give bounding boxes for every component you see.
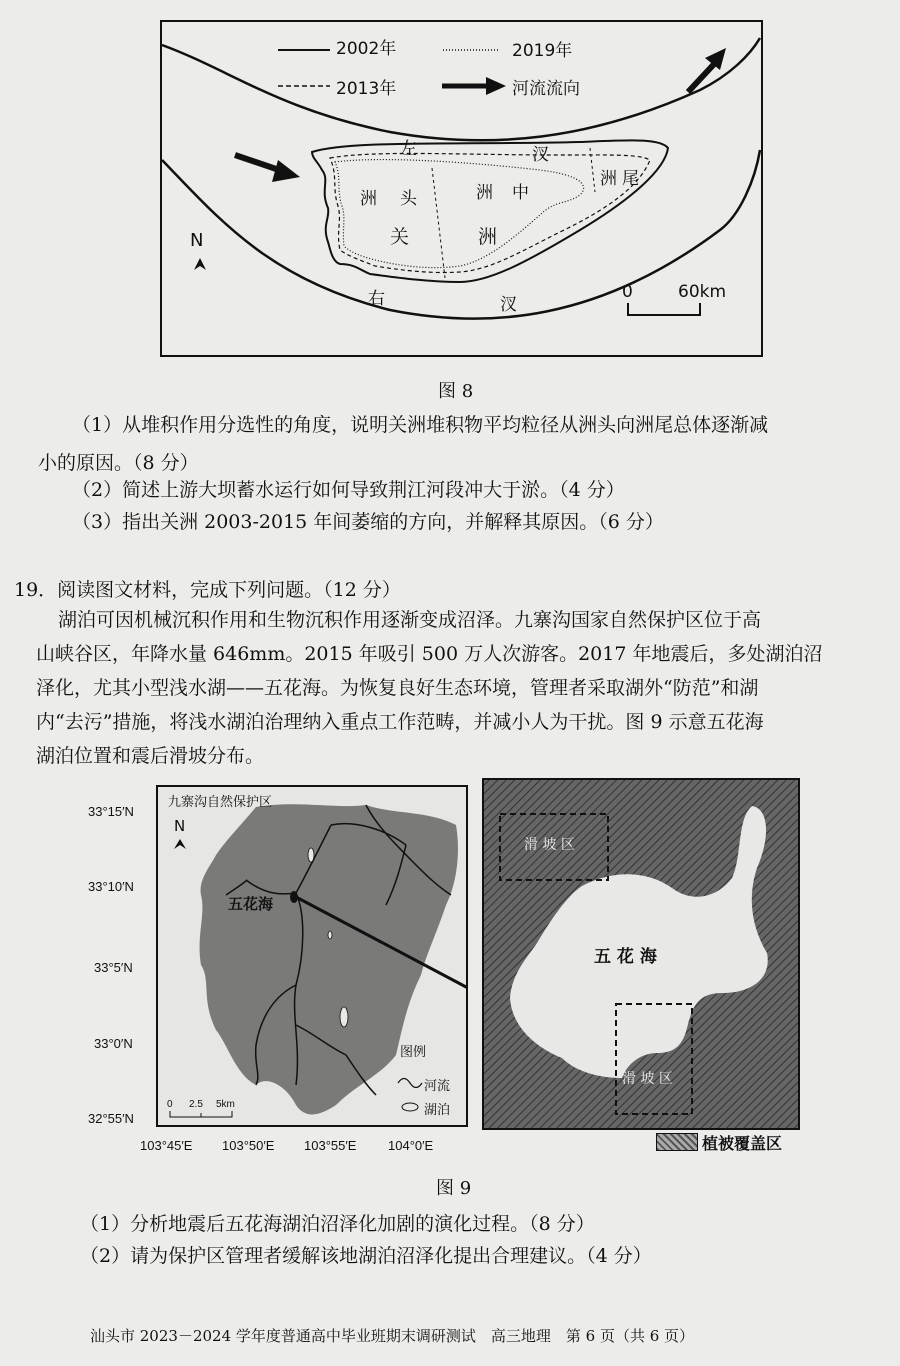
q19-sub2: （2）请为保护区管理者缓解该地湖泊沼泽化提出合理建议。（4 分） <box>80 1245 652 1267</box>
legend-flow-label: 河流流向 <box>512 79 580 99</box>
lake-middle <box>328 931 332 939</box>
legend-river-label: 河流 <box>424 1078 451 1093</box>
scale-label-5km: 5km <box>216 1099 235 1110</box>
q19-sub1: （1）分析地震后五花海湖泊沼泽化加剧的演化过程。（8 分） <box>80 1213 595 1235</box>
mid-char-1: 洲 <box>476 183 493 203</box>
q18-sub1-line1: （1）从堆积作用分选性的角度，说明关洲堆积物平均粒径从洲头向洲尾总体逐渐减 <box>72 414 769 436</box>
figure-8-map <box>160 20 763 357</box>
legend-2002-label: 2002年 <box>336 39 397 59</box>
north-label: N <box>190 230 204 251</box>
figure-8-caption: 图 8 <box>438 381 474 402</box>
scale-zero-label: 0 <box>622 282 633 302</box>
legend-lake-label: 湖泊 <box>424 1102 451 1117</box>
legend-2013-label: 2013年 <box>336 79 397 99</box>
q18-sub2: （2）简述上游大坝蓄水运行如何导致荆江河段冲大于淤。（4 分） <box>72 479 625 501</box>
legend-2019-label: 2019年 <box>512 41 573 61</box>
figure-8-frame <box>161 21 762 356</box>
lon-label-104-0: 104°0′E <box>388 1138 434 1153</box>
figure-9-left-map <box>156 785 468 1127</box>
tail-char-2: 尾 <box>622 169 639 189</box>
right-branch-char-1: 右 <box>368 289 385 309</box>
lon-label-103-50: 103°50′E <box>222 1138 275 1153</box>
q19-para-line-4: 内“去污”措施，将浅水湖泊治理纳入重点工作范畴，并减小人为干扰。图 9 示意五花海 <box>36 711 764 733</box>
inset-lake-label: 五 花 海 <box>594 947 657 967</box>
wuhuahai-label: 五花海 <box>228 895 274 913</box>
lon-label-103-45: 103°45′E <box>140 1138 193 1153</box>
lake-north <box>308 848 314 862</box>
landslide-label-1: 滑 坡 区 <box>524 837 575 853</box>
head-char-2: 头 <box>400 189 417 209</box>
figure-9-caption: 图 9 <box>436 1178 472 1199</box>
legend-title: 图例 <box>400 1044 427 1059</box>
q18-sub1-line2: 小的原因。（8 分） <box>38 452 199 474</box>
q19-para-line-1: 湖泊可因机械沉积作用和生物沉积作用逐渐变成沼泽。九寨沟国家自然保护区位于高 <box>58 609 762 631</box>
q18-sub3: （3）指出关洲 2003-2015 年间萎缩的方向，并解释其原因。（6 分） <box>72 511 664 533</box>
lat-label-33-5: 33°5′N <box>94 960 133 975</box>
island-name-char-1: 关 <box>390 226 410 248</box>
left-branch-char-2: 汊 <box>532 145 549 165</box>
lat-label-33-0: 33°0′N <box>94 1036 133 1051</box>
scale-60km-label: 60km <box>678 282 727 302</box>
lat-label-33-15: 33°15′N <box>88 804 134 819</box>
reserve-title: 九寨沟自然保护区 <box>168 795 273 810</box>
head-char-1: 洲 <box>360 189 377 209</box>
lon-label-103-55: 103°55′E <box>304 1138 357 1153</box>
q19-para-line-3: 泽化，尤其小型浅水湖——五花海。为恢复良好生态环境，管理者采取湖外“防范”和湖 <box>36 677 759 699</box>
figure-9-left-svg <box>156 785 468 1127</box>
legend-lake-icon <box>402 1103 418 1111</box>
scale-label-2-5: 2.5 <box>189 1099 203 1110</box>
q19-title: 19．阅读图文材料，完成下列问题。（12 分） <box>14 579 401 601</box>
scale-label-0: 0 <box>167 1099 173 1110</box>
right-branch-char-2: 汊 <box>500 295 517 315</box>
vegetation-legend-swatch <box>656 1133 698 1151</box>
figure-8 <box>160 20 763 357</box>
mid-char-2: 中 <box>512 183 529 203</box>
landslide-label-2: 滑 坡 区 <box>622 1071 673 1087</box>
tail-char-1: 洲 <box>600 169 617 189</box>
lat-label-33-10: 33°10′N <box>88 879 134 894</box>
left-branch-char-1: 左 <box>400 139 417 159</box>
figure-9-inset <box>482 778 800 1130</box>
q19-para-line-2: 山峡谷区，年降水量 646mm。2015 年吸引 500 万人次游客。2017 年地震后，多处湖泊沼 <box>36 643 823 665</box>
vegetation-legend-label: 植被覆盖区 <box>702 1134 783 1153</box>
left-north-label: N <box>174 817 186 835</box>
q19-material <box>36 603 886 773</box>
lake-south <box>340 1007 348 1027</box>
lat-label-32-55: 32°55′N <box>88 1111 134 1126</box>
page-footer: 汕头市 2023－2024 学年度普通高中毕业班期末调研测试 高三地理 第 6 页（共 6 页） <box>90 1327 695 1345</box>
q19-para-line-5: 湖泊位置和震后滑坡分布。 <box>36 745 265 767</box>
island-name-char-2: 洲 <box>478 226 498 248</box>
